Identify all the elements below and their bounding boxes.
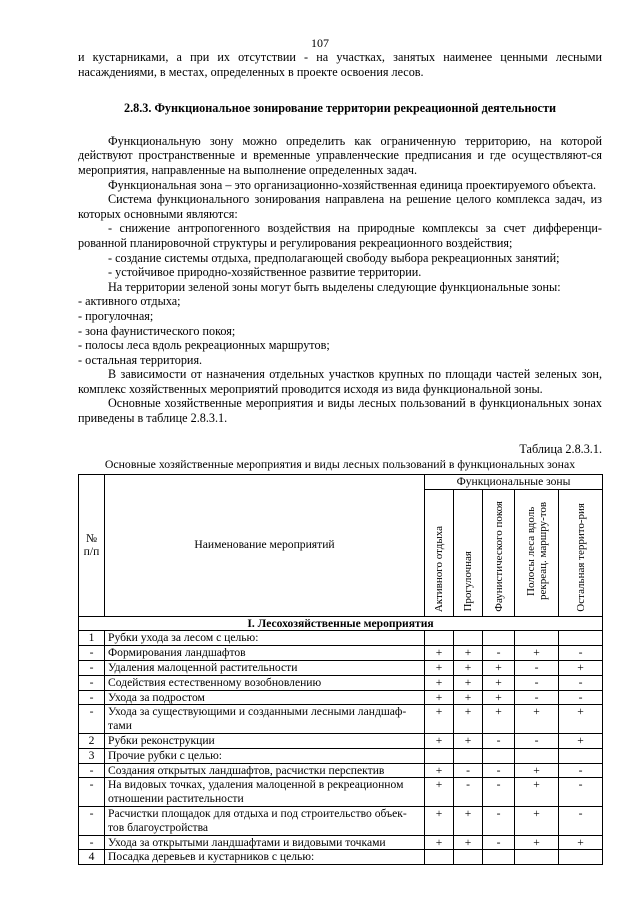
table-row [79,778,603,807]
zone-mark: + [515,705,559,734]
zone-mark: - [515,660,559,675]
zone-mark [559,631,603,646]
row-name: Рубки ухода за лесом с целью: [105,631,425,646]
row-name: Расчистки площадок для отдыха и под строительство объек-тов благоустройства [105,806,425,835]
zone-item: - полосы леса вдоль рекреационных маршрутов; [78,338,330,353]
zone-col-strips: Полосы леса вдоль рекреац. маршру-тов [515,489,559,616]
zone-mark [454,748,483,763]
zone-mark: + [483,660,515,675]
zone-col-fauna: Фаунистического покоя [483,489,515,616]
zone-item: - остальная территория. [78,352,203,367]
zone-mark: + [559,705,603,734]
zones-intro: На территории зеленой зоны могут быть выделены следующие функциональные зоны: [108,279,561,294]
table-row [79,835,603,850]
zone-mark: - [559,806,603,835]
zone-mark: + [425,690,454,705]
zone-mark: + [454,705,483,734]
zone-mark: - [515,675,559,690]
zone-mark: - [483,733,515,748]
zone-mark: + [425,778,454,807]
section-row: I. Лесохозяйственные мероприятия [79,616,603,631]
body-text [78,50,602,426]
page-number: 107 [311,36,329,50]
zone-mark [425,631,454,646]
zone-mark: + [425,806,454,835]
intro-paragraph: и кустарниками, а при их отсутствии - на участках, занятых наименее ценными лесными насаждениями, в местах, определенных в проекте освоения лесов. [78,50,602,79]
zone-mark: - [483,763,515,778]
zone-mark: - [515,733,559,748]
row-number: - [79,763,105,778]
zone-item: - прогулочная; [78,308,154,323]
table-row [79,806,603,835]
zone-mark: - [559,763,603,778]
row-name: Удаления малоценной растительности [105,660,425,675]
col-header-zones: Функциональные зоны [425,475,603,490]
table-row [79,850,603,865]
zone-mark [483,631,515,646]
zone-mark [559,748,603,763]
zone-mark: + [559,660,603,675]
zone-mark: + [454,690,483,705]
zone-mark: + [515,806,559,835]
zone-item: - активного отдыха; [78,294,181,309]
measures-table [78,474,603,865]
table-body [79,631,603,865]
row-number: 4 [79,850,105,865]
table-row [79,763,603,778]
zone-col-other: Остальная террито-рия [559,489,603,616]
col-header-num: № п/п [79,475,105,617]
paragraph-2: Функциональная зона – это организационно-хозяйственная единица проектируемого объекта. [108,177,597,192]
row-name: Создания открытых ландшафтов, расчистки перспектив [105,763,425,778]
zone-mark: + [425,675,454,690]
row-name: Прочие рубки с целью: [105,748,425,763]
zone-mark: - [559,778,603,807]
zone-mark: + [483,705,515,734]
zone-mark [483,850,515,865]
row-name: Рубки реконструкции [105,733,425,748]
row-name: Содействия естественному возобновлению [105,675,425,690]
zone-mark [454,631,483,646]
zone-mark: + [425,660,454,675]
row-number: - [79,690,105,705]
row-name: Посадка деревьев и кустарников с целью: [105,850,425,865]
zone-mark [425,748,454,763]
paragraph-1: Функциональную зону можно определить как ограниченную территорию, на которой действуют пространственные и временные управленческие предписания и где осуществляют-ся мероприятия, направленные на выполнение определенных задач. [78,133,602,177]
zone-mark: + [425,763,454,778]
zone-mark: - [483,835,515,850]
col-header-name: Наименование мероприятий [105,475,425,617]
zone-mark: + [559,733,603,748]
row-number: - [79,806,105,835]
table-row [79,733,603,748]
zone-mark: + [483,675,515,690]
zone-mark [515,748,559,763]
zone-col-active: Активного отдыха [425,489,454,616]
row-number: - [79,705,105,734]
zone-mark: - [454,778,483,807]
zone-mark: - [483,646,515,661]
zone-mark: + [425,646,454,661]
zone-mark: + [454,660,483,675]
table-row [79,690,603,705]
zone-mark [515,850,559,865]
zone-mark: + [425,835,454,850]
zone-col-walking: Прогулочная [454,489,483,616]
row-name: Ухода за существующими и созданными лесными ландшаф-тами [105,705,425,734]
zone-mark [454,850,483,865]
row-number: 3 [79,748,105,763]
table-row [79,748,603,763]
zone-mark: + [425,705,454,734]
zone-mark: - [515,690,559,705]
zone-mark [559,850,603,865]
zone-mark [483,748,515,763]
row-number: - [79,675,105,690]
zone-mark: + [454,675,483,690]
task-item: - создание системы отдыха, предполагающей свободу выбора рекреационных занятий; [108,250,560,265]
zone-mark: - [559,690,603,705]
task-item: - устойчивое природно-хозяйственное развитие территории. [108,265,422,280]
row-number: 2 [79,733,105,748]
zone-mark: + [515,763,559,778]
zone-mark: - [559,646,603,661]
table-row [79,646,603,661]
row-number: 1 [79,631,105,646]
zone-mark: - [454,763,483,778]
row-name: На видовых точках, удаления малоценной в рекреационном отношении растительности [105,778,425,807]
table-row [79,660,603,675]
zone-item: - зона фаунистического покоя; [78,323,236,338]
zone-mark: + [454,733,483,748]
zone-mark [515,631,559,646]
zone-mark: + [515,646,559,661]
zone-mark: + [515,835,559,850]
paragraph-4: В зависимости от назначения отдельных участков крупных по площади частей зеленых зон, комплекс хозяйственных мероприятий проводится исходя из вида функциональной зоны. [78,367,602,396]
table-row [79,705,603,734]
row-name: Формирования ландшафтов [105,646,425,661]
row-name: Ухода за открытыми ландшафтами и видовыми точками [105,835,425,850]
zone-mark: - [483,778,515,807]
zone-mark: - [483,806,515,835]
row-number: - [79,660,105,675]
zone-mark: + [483,690,515,705]
paragraph-5: Основные хозяйственные мероприятия и виды лесных пользований в функциональных зонах приведены в таблице 2.8.3.1. [78,396,602,426]
zone-mark: + [454,835,483,850]
table-row [79,675,603,690]
zone-mark: - [559,675,603,690]
zone-mark: + [454,806,483,835]
table-title: Основные хозяйственные мероприятия и виды лесных пользований в функциональных зонах [104,457,576,471]
table-row [79,631,603,646]
zone-mark: + [454,646,483,661]
zone-mark [425,850,454,865]
task-item: - снижение антропогенного воздействия на природные комплексы за счет дифференци-рованной планировочной структуры и регулирования рекреационного воздействия; [78,221,602,250]
zone-mark: + [515,778,559,807]
row-number: - [79,835,105,850]
row-number: - [79,646,105,661]
paragraph-3: Система функционального зонирования направлена на решение целого комплекса задач, из которых основными являются: [78,192,602,221]
section-heading: 2.8.3. Функциональное зонирование территории рекреационной деятельности [124,101,556,116]
zone-mark: + [559,835,603,850]
row-number: - [79,778,105,807]
row-name: Ухода за подростом [105,690,425,705]
table-label: Таблица 2.8.3.1. [519,442,602,456]
zone-mark: + [425,733,454,748]
